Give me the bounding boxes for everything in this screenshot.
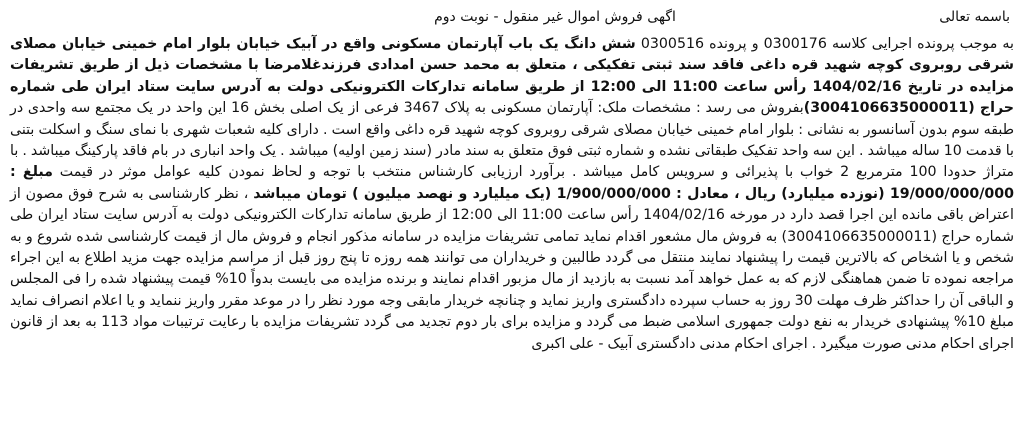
property-specifications: بفروش می رسد : مشخصات ملک: آپارتمان مسکونی به پلاک 3467 فرعی از یک اصلی بخش 16 این واحد در یک مجتمع سه واحدی در طبقه سوم بدون آسانسور به نشانی : بلوار امام خمینی خیابان مصلای شرقی روبروی کوچه شهید قره داغی واقع است . دارای کلیه شعبات شهری با نمای سنگ و اسکلت بتنی با قدمت 10 ساله میباشد . این سه واحد تفکیک طبقاتی نشده و شماره ثبتی فوق متعلق به سند مادر (سند زمین اولیه) میباشد . یک واحد انباری در بام فاقد پارکینگ میباشد . با متراژ حدودا 100 مترمربع 2 خواب با پذیرائی و سرویس کامل میباشد . برآورد ارزیابی کارشناس منتخب با توجه و لحاظ نمودن کلیه عوامل موثر در قیمت [10, 100, 1015, 181]
opening-phrase: باسمه تعالی [939, 9, 1010, 25]
notice-header [10, 4, 1014, 30]
property-and-auction-details: شش دانگ یک باب آپارتمان مسکونی واقع در آبیک خیابان بلوار امام خمینی خیابان مصلای شرقی روبروی کوچه شهید قره داغی فاقد سند ثبتی تفکیکی ، متعلق به محمد حسن امدادی فرزندغلامرضا با مشخصات ذیل از طریق تشریفات مزایده در تاریخ 1404/02/16 رأس ساعت 11:00 الی 12:00 از طریق سامانه تدارکات الکترونیکی دولت به آدرس سایت ستاد ایران طی شماره حراج (3004106635000011) [10, 36, 1015, 117]
case-reference: به موجب پرونده اجرایی کلاسه 0300176 و پرونده 0300516 [640, 36, 1014, 52]
notice-title: اگهی فروش اموال غیر منقول - نوبت دوم [434, 9, 676, 25]
appraised-price: مبلغ : 19/000/000/000 (نوزده میلیارد) ریال ، معادل : 1/900/000/000 (یک میلیارد و نهصد میلیون ) تومان میباشد [10, 164, 1015, 202]
notice-body [10, 34, 1014, 355]
auction-terms: ، نظر کارشناسی به شرح فوق مصون از اعتراض باقی مانده این اجرا قصد دارد در مورخه 1404/02/16 رأس ساعت 11:00 الی 12:00 از طریق سامانه تدارکات الکترونیکی دولت به آدرس سایت ستاد ایران طی شماره حراج (3004106635000011) به فروش مال مشعور اقدام نماید تمامی تشریفات مزایده در سامانه مذکور انجام و فروش مال از قیمت کارشناسی شده شروع و به شخص و یا اشخاص که بالاترین قیمت را پیشنهاد نمایند منتقل می گردد طالبین و خریداران می توانند همه روزه تا پنج روز قبل از مراسم مزایده جهت مزید اطلاع به این اجراء مراجعه نموده تا ضمن هماهنگی لازم که به عمل خواهد آمد نسبت به بازدید از مال مزبور اقدام نمایند و برنده مزایده می بایست بدواً 10% قیمت پیشنهاد شده را فی المجلس و الباقی آن را حداکثر ظرف مهلت 30 روز به حساب سپرده دادگستری واریز نماید و چنانچه خریدار مابقی وجه مورد نظر را در موعد مقرر واریز ننماید و یا اعلام انصراف نماید مبلغ 10% پیشنهادی خریدار به نفع دولت جمهوری اسلامی ضبط می گردد و مزایده برای بار دوم تجدید می گردد تشریفات مزایده با رعایت ترتیبات مواد 113 به بعد از قانون اجرای احکام مدنی صورت میگیرد . اجرای احکام مدنی دادگستری آبیک - علی اکبری [10, 185, 1015, 352]
